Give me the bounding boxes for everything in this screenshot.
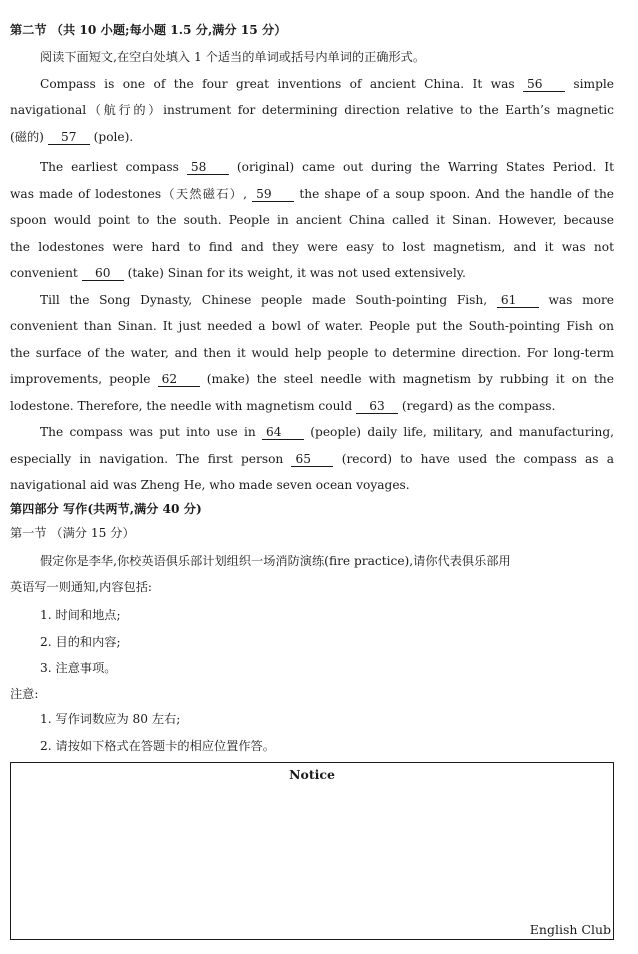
- blank-62[interactable]: 62: [158, 372, 200, 387]
- text-segment: improvements, people: [10, 372, 151, 386]
- p2-line1: [40, 158, 614, 176]
- text-segment: was more: [548, 293, 614, 307]
- text-segment: Till the Song Dynasty, Chinese people made South-pointing Fish,: [40, 293, 488, 307]
- blank-57[interactable]: 57: [48, 130, 90, 145]
- p1-line2: navigational（航行的）instrument for determining direction relative to the Earth’s magnetic: [10, 103, 614, 117]
- text-segment: simple: [573, 77, 614, 91]
- text-segment: lodestone. Therefore, the needle with magnetism could: [10, 399, 353, 413]
- part4-heading: 第四部分 写作(共两节,满分 40 分): [10, 502, 202, 516]
- blank-56[interactable]: 56: [523, 77, 565, 92]
- answer-box[interactable]: [10, 762, 614, 940]
- text-segment: (regard) as the compass.: [401, 399, 556, 413]
- p3-line2: convenient than Sinan. It just needed a bowl of water. People put the South-pointing Fish on: [10, 319, 614, 333]
- part4-subheading: 第一节 （满分 15 分）: [10, 526, 135, 540]
- text-segment: Compass is one of the four great inventions of ancient China. It was: [40, 77, 515, 91]
- blank-63[interactable]: 63: [356, 399, 398, 414]
- text-segment: (take) Sinan for its weight, it was not used extensively.: [127, 266, 466, 280]
- p2-line3: spoon would point to the south. People in ancient China called it Sinan. However, because: [10, 213, 614, 227]
- text-segment: (make) the steel needle with magnetism by rubbing it on the: [206, 372, 614, 386]
- p3-line5: [10, 397, 614, 415]
- p4-line1: [40, 423, 614, 441]
- text-segment: (pole).: [93, 130, 134, 144]
- note-2: 2. 请按如下格式在答题卡的相应位置作答。: [40, 739, 275, 753]
- blank-61[interactable]: 61: [497, 293, 539, 308]
- writing-prompt-line2: 英语写一则通知,内容包括:: [10, 580, 153, 594]
- text-segment: convenient: [10, 266, 78, 280]
- text-segment: The earliest compass: [40, 160, 179, 174]
- blank-60[interactable]: 60: [82, 266, 124, 281]
- text-segment: (磁的): [10, 130, 44, 144]
- content-item-2: 2. 目的和内容;: [40, 635, 121, 649]
- text-segment: was made of lodestones（天然磁石）,: [10, 187, 248, 201]
- p2-line2: [10, 185, 614, 203]
- blank-65[interactable]: 65: [291, 452, 333, 467]
- note-1: 1. 写作词数应为 80 左右;: [40, 712, 181, 726]
- p4-line2: [10, 450, 614, 468]
- blank-58[interactable]: 58: [187, 160, 229, 175]
- content-item-3: 3. 注意事项。: [40, 661, 117, 675]
- writing-prompt-line1: 假定你是李华,你校英语俱乐部计划组织一场消防演练(fire practice),请你代表俱乐部用: [40, 554, 511, 568]
- p3-line4: [10, 370, 614, 388]
- p1-line1: [40, 75, 614, 93]
- notice-title: Notice: [289, 767, 335, 782]
- text-segment: The compass was put into use in: [40, 425, 256, 439]
- text-segment: the shape of a soup spoon. And the handle of the: [299, 187, 614, 201]
- p3-line3: the surface of the water, and then it would help people to determine direction. For long-term: [10, 346, 614, 360]
- blank-64[interactable]: 64: [262, 425, 304, 440]
- text-segment: (record) to have used the compass as a: [341, 452, 614, 466]
- section-heading: 第二节 （共 10 小题;每小题 1.5 分,满分 15 分）: [10, 23, 287, 37]
- p1-line3: [10, 128, 614, 146]
- p2-line5: [10, 264, 614, 282]
- notice-signature: English Club: [529, 922, 611, 937]
- text-segment: (original) came out during the Warring States Period. It: [236, 160, 614, 174]
- note-label: 注意:: [10, 687, 39, 701]
- p3-line1: [40, 291, 614, 309]
- p2-line4: the lodestones were hard to find and they were easy to lost magnetism, and it was not: [10, 240, 614, 254]
- p4-line3: navigational aid was Zheng He, who made seven ocean voyages.: [10, 478, 410, 492]
- blank-59[interactable]: 59: [252, 187, 294, 202]
- content-item-1: 1. 时间和地点;: [40, 608, 121, 622]
- text-segment: (people) daily life, military, and manufacturing,: [310, 425, 614, 439]
- section-instruction: 阅读下面短文,在空白处填入 1 个适当的单词或括号内单词的正确形式。: [40, 50, 426, 64]
- text-segment: especially in navigation. The first person: [10, 452, 284, 466]
